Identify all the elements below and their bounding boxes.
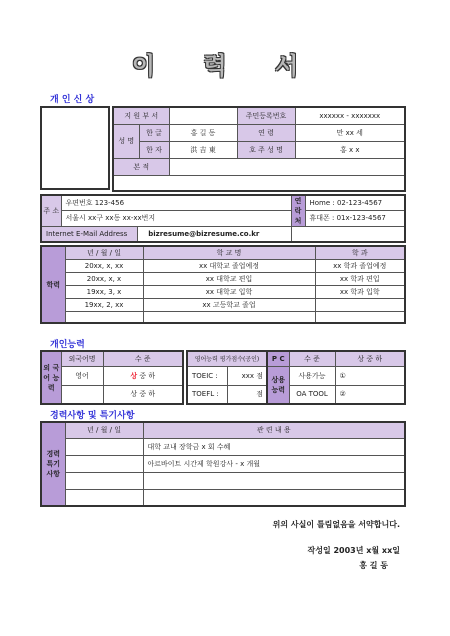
career-row-content[interactable] bbox=[143, 489, 405, 506]
lang1-level-selected: 상 bbox=[130, 371, 138, 380]
edu-row-major[interactable]: xx 학과 입학 bbox=[315, 285, 405, 298]
career-label: 경력 특기 사항 bbox=[41, 422, 65, 506]
toefl-score[interactable]: 점 bbox=[227, 385, 267, 404]
section-career-title: 경력사항 및 특기사항 bbox=[50, 411, 135, 421]
lang2-level[interactable]: 상 중 하 bbox=[103, 385, 183, 404]
pc-level-values: 상 중 하 bbox=[335, 351, 405, 366]
career-row-content[interactable] bbox=[143, 472, 405, 489]
edu-row-school[interactable]: xx 고등학교 졸업 bbox=[143, 298, 315, 311]
postal-code-field[interactable]: 우편번호 123-456 bbox=[61, 195, 291, 210]
address-table bbox=[40, 194, 406, 243]
pc-ability-table bbox=[266, 350, 406, 405]
written-date: 작성일 2003년 x월 xx일 bbox=[307, 546, 400, 555]
edu-row-major[interactable] bbox=[315, 298, 405, 311]
edu-row-major[interactable] bbox=[315, 311, 405, 323]
personal-spacer-row bbox=[113, 175, 405, 191]
edu-row-date[interactable]: 19xx, 2, xx bbox=[65, 298, 143, 311]
foreign-language-table bbox=[40, 350, 184, 405]
lang2-name[interactable] bbox=[61, 385, 103, 404]
household-head-label: 호 주 성 명 bbox=[237, 141, 295, 158]
personal-info-table bbox=[112, 106, 406, 192]
edu-row-school[interactable] bbox=[143, 311, 315, 323]
usage-item-1-value[interactable] bbox=[335, 366, 405, 385]
origin-label: 본 적 bbox=[113, 158, 169, 175]
hanja-name-field[interactable]: 洪 吉 東 bbox=[169, 141, 237, 158]
edu-row-date[interactable]: 20xx, x, x bbox=[65, 272, 143, 285]
lang1-level-rest: 중 하 bbox=[137, 371, 156, 380]
home-phone-field[interactable]: Home : 02-123-4567 bbox=[305, 195, 405, 210]
age-field[interactable]: 만 xx 세 bbox=[295, 124, 405, 141]
page-title: 이 력 서 bbox=[131, 51, 319, 80]
career-table bbox=[40, 421, 406, 507]
test-score-table bbox=[186, 350, 268, 405]
applied-dept-field[interactable] bbox=[169, 107, 237, 124]
name-label: 성 명 bbox=[113, 124, 139, 158]
edu-row-date[interactable]: 20xx, x, xx bbox=[65, 259, 143, 272]
lang-name-header: 외국어명 bbox=[61, 351, 103, 366]
email-field[interactable]: bizresume@bizresume.co.kr bbox=[148, 230, 260, 238]
circled-one-icon: ① bbox=[339, 371, 346, 380]
address-label: 주 소 bbox=[41, 195, 61, 227]
id-number-label: 주민등록번호 bbox=[237, 107, 295, 124]
email-row bbox=[41, 227, 291, 243]
edu-row-date[interactable] bbox=[65, 311, 143, 323]
career-header-content: 관 련 내 용 bbox=[143, 422, 405, 438]
address-field[interactable]: 서울시 xx구 xx동 xx-xx번지 bbox=[61, 210, 291, 226]
origin-field[interactable] bbox=[169, 158, 405, 175]
education-label: 학력 bbox=[41, 246, 65, 323]
contact-label: 연락처 bbox=[291, 195, 305, 227]
test-score-header: 영어능력 평가점수(공인) bbox=[187, 351, 267, 366]
pc-level-header: 수 준 bbox=[289, 351, 335, 366]
signer-name: 홍 길 동 bbox=[359, 561, 388, 570]
toefl-label: TOEFL : bbox=[187, 385, 227, 404]
applied-dept-label: 지 원 부 서 bbox=[113, 107, 169, 124]
lang-level-header: 수 준 bbox=[103, 351, 183, 366]
pledge-text: 위의 사실이 틀림없음을 서약합니다. bbox=[272, 520, 400, 529]
usage-item-2[interactable]: OA TOOL bbox=[289, 385, 335, 404]
household-head-field[interactable]: 홍 x x bbox=[295, 141, 405, 158]
edu-header-major: 학 과 bbox=[315, 246, 405, 259]
photo-box[interactable] bbox=[40, 106, 110, 190]
hanja-label: 한 자 bbox=[139, 141, 169, 158]
usage-item-1[interactable]: 사용가능 bbox=[289, 366, 335, 385]
toeic-label: TOEIC : bbox=[187, 366, 227, 385]
hangul-name-field[interactable]: 홍 길 동 bbox=[169, 124, 237, 141]
education-table bbox=[40, 245, 406, 324]
email-spacer bbox=[291, 227, 405, 243]
edu-row-school[interactable]: xx 대학교 편입 bbox=[143, 272, 315, 285]
lang1-level[interactable] bbox=[103, 366, 183, 385]
section-personal-title: 개 인 신 상 bbox=[50, 95, 95, 105]
career-row-date[interactable] bbox=[65, 472, 143, 489]
section-ability-title: 개인능력 bbox=[50, 340, 85, 350]
edu-row-major[interactable]: xx 학과 졸업예정 bbox=[315, 259, 405, 272]
edu-row-school[interactable]: xx 대학교 입학 bbox=[143, 285, 315, 298]
hangul-label: 한 글 bbox=[139, 124, 169, 141]
mobile-phone-field[interactable]: 휴대폰 : 01x-123-4567 bbox=[305, 210, 405, 226]
pc-label: P C bbox=[267, 351, 289, 366]
lang1-name[interactable]: 영어 bbox=[61, 366, 103, 385]
edu-row-school[interactable]: xx 대학교 졸업예정 bbox=[143, 259, 315, 272]
age-label: 연 령 bbox=[237, 124, 295, 141]
email-label: Internet E-Mail Address bbox=[42, 227, 138, 241]
id-number-field[interactable]: xxxxxx - xxxxxxx bbox=[295, 107, 405, 124]
usage-item-2-value[interactable] bbox=[335, 385, 405, 404]
career-row-date[interactable] bbox=[65, 455, 143, 472]
career-row-date[interactable] bbox=[65, 438, 143, 455]
circled-two-icon: ② bbox=[339, 390, 346, 399]
career-row-content[interactable]: 대학 교내 장학금 x 회 수혜 bbox=[143, 438, 405, 455]
career-row-content[interactable]: 아르바이트 시간제 학원강사 - x 개월 bbox=[143, 455, 405, 472]
edu-header-date: 년 / 월 / 일 bbox=[65, 246, 143, 259]
edu-row-date[interactable]: 19xx, 3, x bbox=[65, 285, 143, 298]
career-header-date: 년 / 월 / 일 bbox=[65, 422, 143, 438]
edu-row-major[interactable]: xx 학과 편입 bbox=[315, 272, 405, 285]
toeic-score[interactable]: xxx 점 bbox=[227, 366, 267, 385]
foreign-language-label: 외 국 어 능 력 bbox=[41, 351, 61, 404]
usage-ability-label: 상용 능력 bbox=[267, 366, 289, 404]
edu-header-school: 학 교 명 bbox=[143, 246, 315, 259]
career-row-date[interactable] bbox=[65, 489, 143, 506]
